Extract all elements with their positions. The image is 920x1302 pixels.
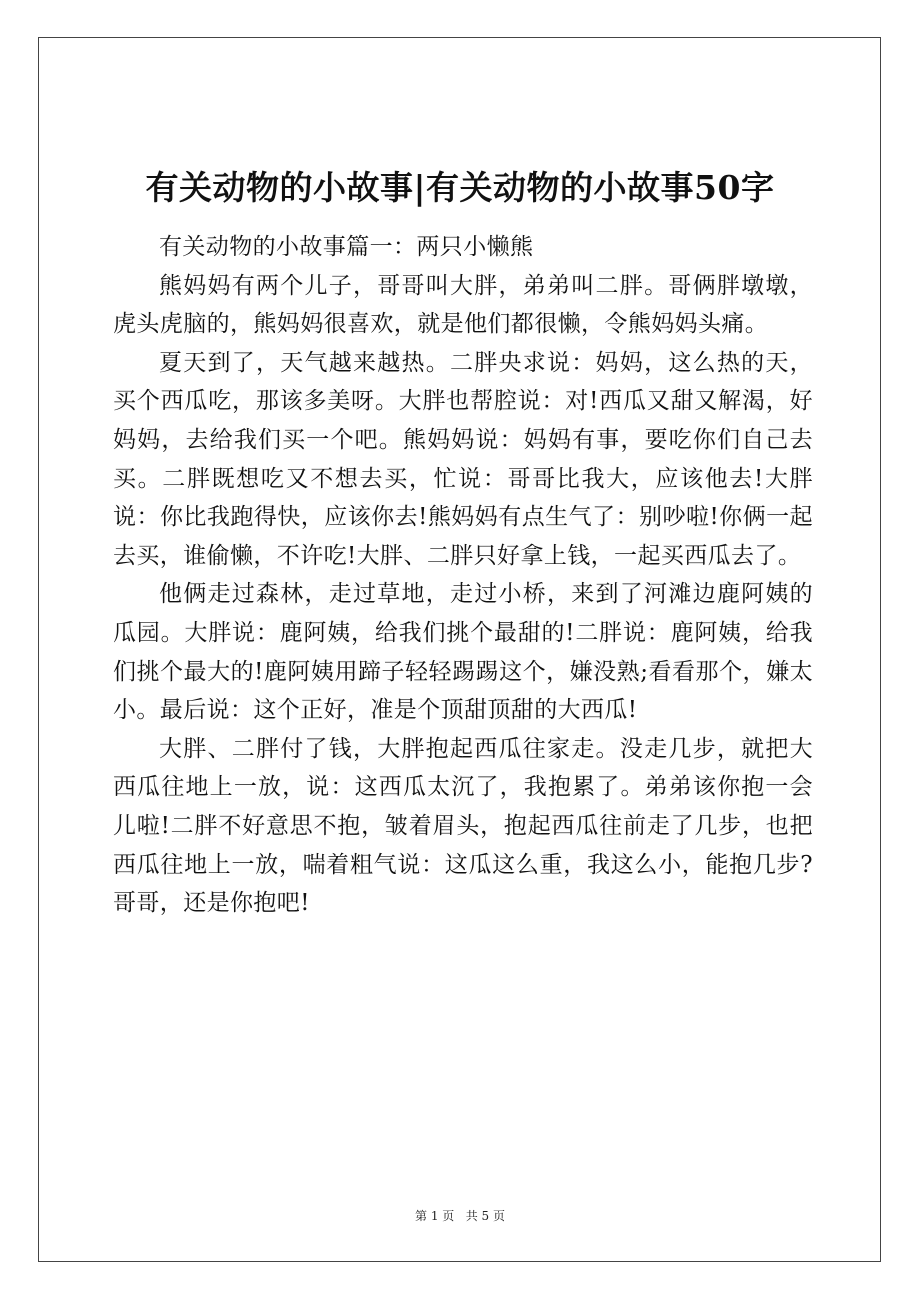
document-body [113,228,813,923]
page-footer: 第 1 页 共 5 页 [415,1209,505,1223]
document-title: 有关动物的小故事|有关动物的小故事50字 [145,168,775,208]
paragraph: 熊妈妈有两个儿子，哥哥叫大胖，弟弟叫二胖。哥俩胖墩墩，虎头虎脑的，熊妈妈很喜欢，就是他们都很懒，令熊妈妈头痛。 [113,272,813,338]
section-heading: 有关动物的小故事篇一：两只小懒熊 [159,234,534,260]
paragraph: 夏天到了，天气越来越热。二胖央求说：妈妈，这么热的天，买个西瓜吃，那该多美呀。大胖也帮腔说：对!西瓜又甜又解渴，好妈妈，去给我们买一个吧。熊妈妈说：妈妈有事，要吃你们自己去买。二胖既想吃又不想去买，忙说：哥哥比我大，应该他去!大胖说：你比我跑得快，应该你去!熊妈妈有点生气了：别吵啦!你俩一起去买，谁偷懒，不许吃!大胖、二胖只好拿上钱，一起买西瓜去了。 [113,349,813,569]
paragraph: 他俩走过森林，走过草地，走过小桥，来到了河滩边鹿阿姨的瓜园。大胖说：鹿阿姨，给我们挑个最甜的!二胖说：鹿阿姨，给我们挑个最大的!鹿阿姨用蹄子轻轻踢踢这个，嫌没熟;看看那个，嫌太小。最后说：这个正好，准是个顶甜顶甜的大西瓜! [113,581,813,724]
paragraph: 大胖、二胖付了钱，大胖抱起西瓜往家走。没走几步，就把大西瓜往地上一放，说：这西瓜太沉了，我抱累了。弟弟该你抱一会儿啦!二胖不好意思不抱，皱着眉头，抱起西瓜往前走了几步，也把西瓜往地上一放，喘着粗气说：这瓜这么重，我这么小，能抱几步?哥哥，还是你抱吧! [113,735,813,917]
